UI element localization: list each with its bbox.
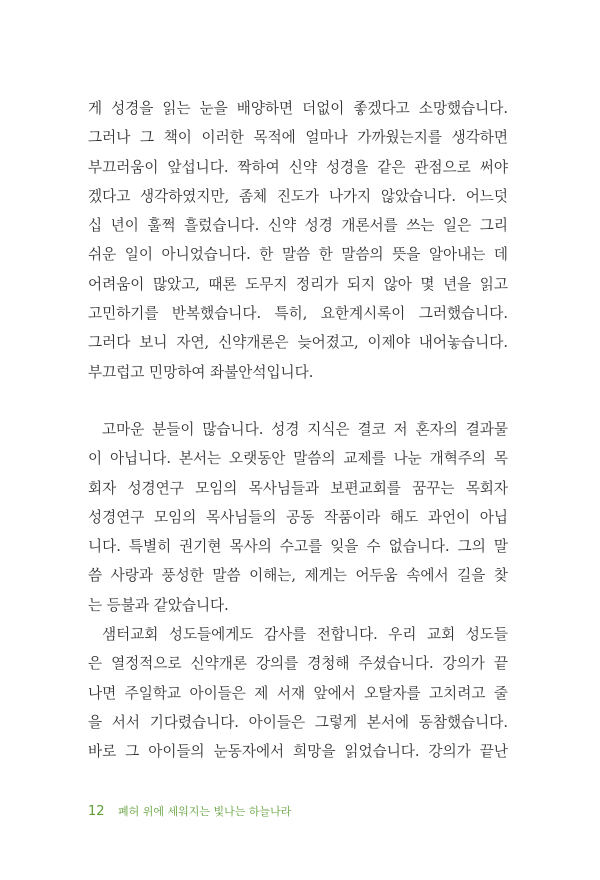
text-line: 는 등불과 같았습니다. <box>88 596 229 614</box>
text-line: 겠다고 생각하였지만, 좀체 진도가 나가지 않았습니다. 어느덧 <box>88 187 508 205</box>
page-footer <box>88 803 291 819</box>
text-line: 씀 사랑과 풍성한 말씀 이해는, 제게는 어두움 속에서 길을 찾 <box>88 567 508 585</box>
text-line: 성경연구 모임의 목사님들의 공동 작품이라 해도 과언이 아닙 <box>88 508 508 526</box>
text-line: 나면 주일학교 아이들은 제 서재 앞에서 오탈자를 고치려고 줄 <box>88 684 508 702</box>
text-line: 은 열정적으로 신약개론 강의를 경청해 주셨습니다. 강의가 끝 <box>88 655 508 673</box>
text-line: 그러다 보니 자연, 신약개론은 늦어졌고, 이제야 내어놓습니다. <box>88 334 508 352</box>
text-line: 어려움이 많았고, 때론 도무지 정리가 되지 않아 몇 년을 읽고 <box>88 275 508 293</box>
text-line: 고마운 분들이 많습니다. 성경 지식은 결코 저 혼자의 결과물 <box>102 420 508 438</box>
running-title: 폐허 위에 세워지는 빛나는 하늘나라 <box>118 805 292 818</box>
paragraph-gap <box>88 387 508 415</box>
text-line: 이 아닙니다. 본서는 오랫동안 말씀의 교제를 나눈 개혁주의 목 <box>88 450 508 468</box>
text-line: 을 서서 기다렸습니다. 아이들은 그렇게 본서에 동참했습니다. <box>88 713 508 731</box>
page-number: 12 <box>88 804 105 819</box>
text-line: 바로 그 아이들의 눈동자에서 희망을 읽었습니다. 강의가 끝난 <box>88 743 508 761</box>
text-line: 니다. 특별히 권기현 목사의 수고를 잊을 수 없습니다. 그의 말 <box>88 538 508 556</box>
text-line: 샘터교회 성도들에게도 감사를 전합니다. 우리 교회 성도들 <box>102 626 508 644</box>
body-text <box>88 94 508 767</box>
paragraph-3 <box>88 620 508 766</box>
text-line: 회자 성경연구 모임의 목사님들과 보편교회를 꿈꾸는 목회자 <box>88 479 508 497</box>
paragraph-1 <box>88 94 508 387</box>
text-line: 게 성경을 읽는 눈을 배양하면 더없이 좋겠다고 소망했습니다. <box>88 100 508 117</box>
text-line: 그러나 그 책이 이러한 목적에 얼마나 가까웠는지를 생각하면 <box>88 129 508 147</box>
text-line: 십 년이 훌쩍 흘렀습니다. 신약 성경 개론서를 쓰는 일은 그리 <box>88 217 508 235</box>
text-line: 쉬운 일이 아니었습니다. 한 말씀 한 말씀의 뜻을 알아내는 데 <box>88 246 508 264</box>
text-line: 부끄럽고 민망하여 좌불안석입니다. <box>88 363 314 381</box>
text-line: 부끄러움이 앞섭니다. 짝하여 신약 성경을 같은 관점으로 써야 <box>88 158 508 176</box>
text-line: 고민하기를 반복했습니다. 특히, 요한계시록이 그러했습니다. <box>88 305 508 323</box>
paragraph-2 <box>88 415 508 620</box>
